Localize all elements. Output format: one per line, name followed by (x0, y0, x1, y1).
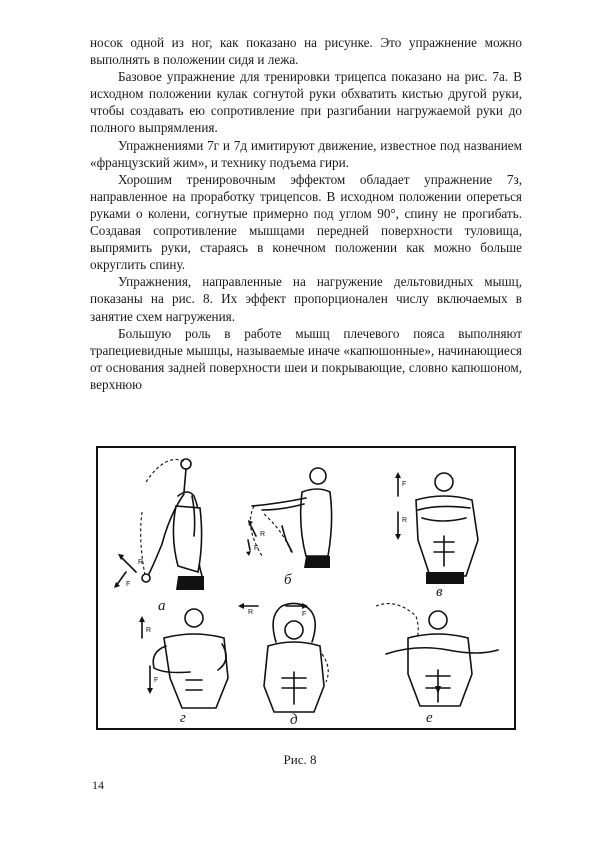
label-f: F (402, 481, 407, 488)
label-f: F (302, 611, 307, 618)
body-text (90, 34, 522, 393)
label-r: R (260, 531, 266, 538)
panel-b-illustration (236, 464, 356, 594)
paragraph: Упражнениями 7г и 7д имитируют движение, известное под названием «французский жим», и технику подъема гири. (90, 137, 522, 170)
panel-label-g: г (180, 710, 186, 726)
panel-e-illustration (356, 596, 506, 716)
label-f: F (254, 545, 259, 552)
panel-g-illustration (126, 600, 252, 716)
label-f: F (154, 677, 159, 684)
panel-a-illustration (106, 452, 226, 612)
label-r: R (146, 627, 152, 634)
panel-label-e: е (426, 710, 433, 726)
figure-caption: Рис. 8 (283, 752, 317, 767)
paragraph: Хорошим тренировочным эффектом обладает упражнение 7з, направленное на проработку трицепсов. В исходном положении опереться руками о колени, согнутые примерно под углом 90°, спину не прогибать. Создавая сопротивление мышцами передней поверхности туловища, выпрямить руки, стараясь в конечном положении как можно больше округлить спину. (90, 171, 522, 273)
panel-label-b: б (284, 572, 292, 588)
panel-v-illustration (378, 456, 508, 596)
panel-label-v: в (436, 584, 443, 600)
label-r: R (248, 609, 254, 616)
paragraph: Большую роль в работе мышц плечевого пояса выполняют трапециевидные мышцы, называемые иначе «капюшонные», начинающиеся от основания задней поверхности шеи и покрывающие, словно капюшоном, верхнюю (90, 325, 522, 392)
paragraph: носок одной из ног, как показано на рисунке. Это упражнение можно выполнять в положении сидя и лежа. (90, 35, 522, 68)
label-r: R (402, 517, 408, 524)
label-r: R (138, 559, 144, 566)
paragraph: Упражнения, направленные на нагружение дельтовидных мышц, показаны на рис. 8. Их эффект пропорционален числу включаемых в занятие схем нагружения. (90, 274, 522, 324)
panel-label-d: д (290, 712, 298, 728)
label-f: F (126, 581, 131, 588)
paragraph: Базовое упражнение для тренировки трицепса показано на рис. 7а. В исходном положении кулак согнутой руки обхватить кистью другой руки, чтобы создавать ею сопротивление при разгибании нагружаемой руки до полного выпрямления. (90, 69, 522, 136)
exercise-figure (96, 446, 516, 730)
page-number: 14 (92, 778, 104, 792)
panel-d-illustration (236, 594, 352, 716)
panel-label-a: а (158, 598, 166, 614)
